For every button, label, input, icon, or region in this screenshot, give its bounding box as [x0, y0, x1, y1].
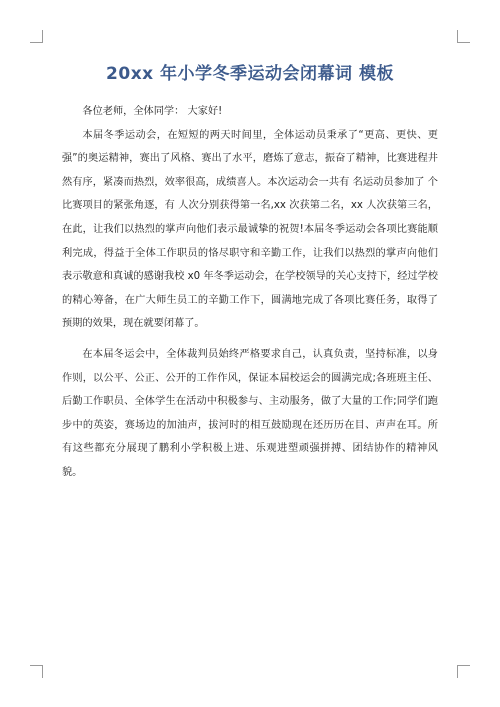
crop-mark-bottom-right [457, 665, 470, 678]
crop-mark-top-right [457, 30, 470, 43]
crop-mark-bottom-left [30, 665, 43, 678]
document-title: 20xx 年小学冬季运动会闭幕词 模板 [106, 64, 394, 84]
document-body [62, 100, 438, 485]
paragraph-2: 在本届冬运会中，全体裁判员始终严格要求自己，认真负责，坚持标准，以身作则，以公平、公正、公开的工作作风，保证本届校运会的圆满完成;各班班主任、后勤工作职员、全体学生在活动中积极参与、主动服务，做了大量的工作;同学们跑步中的英姿，赛场边的加油声，拔河时的相互鼓励现在还历历在目、声声在耳。所有这些都充分展现了鹏利小学积极上进、乐观进塑顽强拼搏、团结协作的精神风貌。 [62, 348, 438, 478]
greeting-line: 各位老师，全体同学： 大家好! [82, 106, 223, 117]
paragraph-1: 本届冬季运动会，在短短的两天时间里，全体运动员秉承了“更高、更快、更强”的奥运精神，赛出了风格、赛出了水平，磨炼了意志，振奋了精神，比赛进程井然有序，紧凑而热烈，效率很高，成绩喜人。本次运动会一共有 名运动员参加了 个比赛项目的紧张角逐，有 人次分别获得第一名,xx 次获第二名，xx 人次获第三名，在此，让我们以热烈的掌声向他们表示最诚挚的祝贺!本届冬季运动会各项比赛能顺利完成，得益于全体工作职员的恪尽职守和辛勤工作，让我们以热烈的掌声向他们表示敬意和真诚的感谢我校 x0 年冬季运动会，在学校领导的关心支持下，经过学校的精心筹备，在广大师生员工的辛勤工作下，圆满地完成了各项比赛任务，取得了预期的效果，现在就要闭幕了。 [62, 129, 438, 330]
crop-mark-top-left [30, 30, 43, 43]
